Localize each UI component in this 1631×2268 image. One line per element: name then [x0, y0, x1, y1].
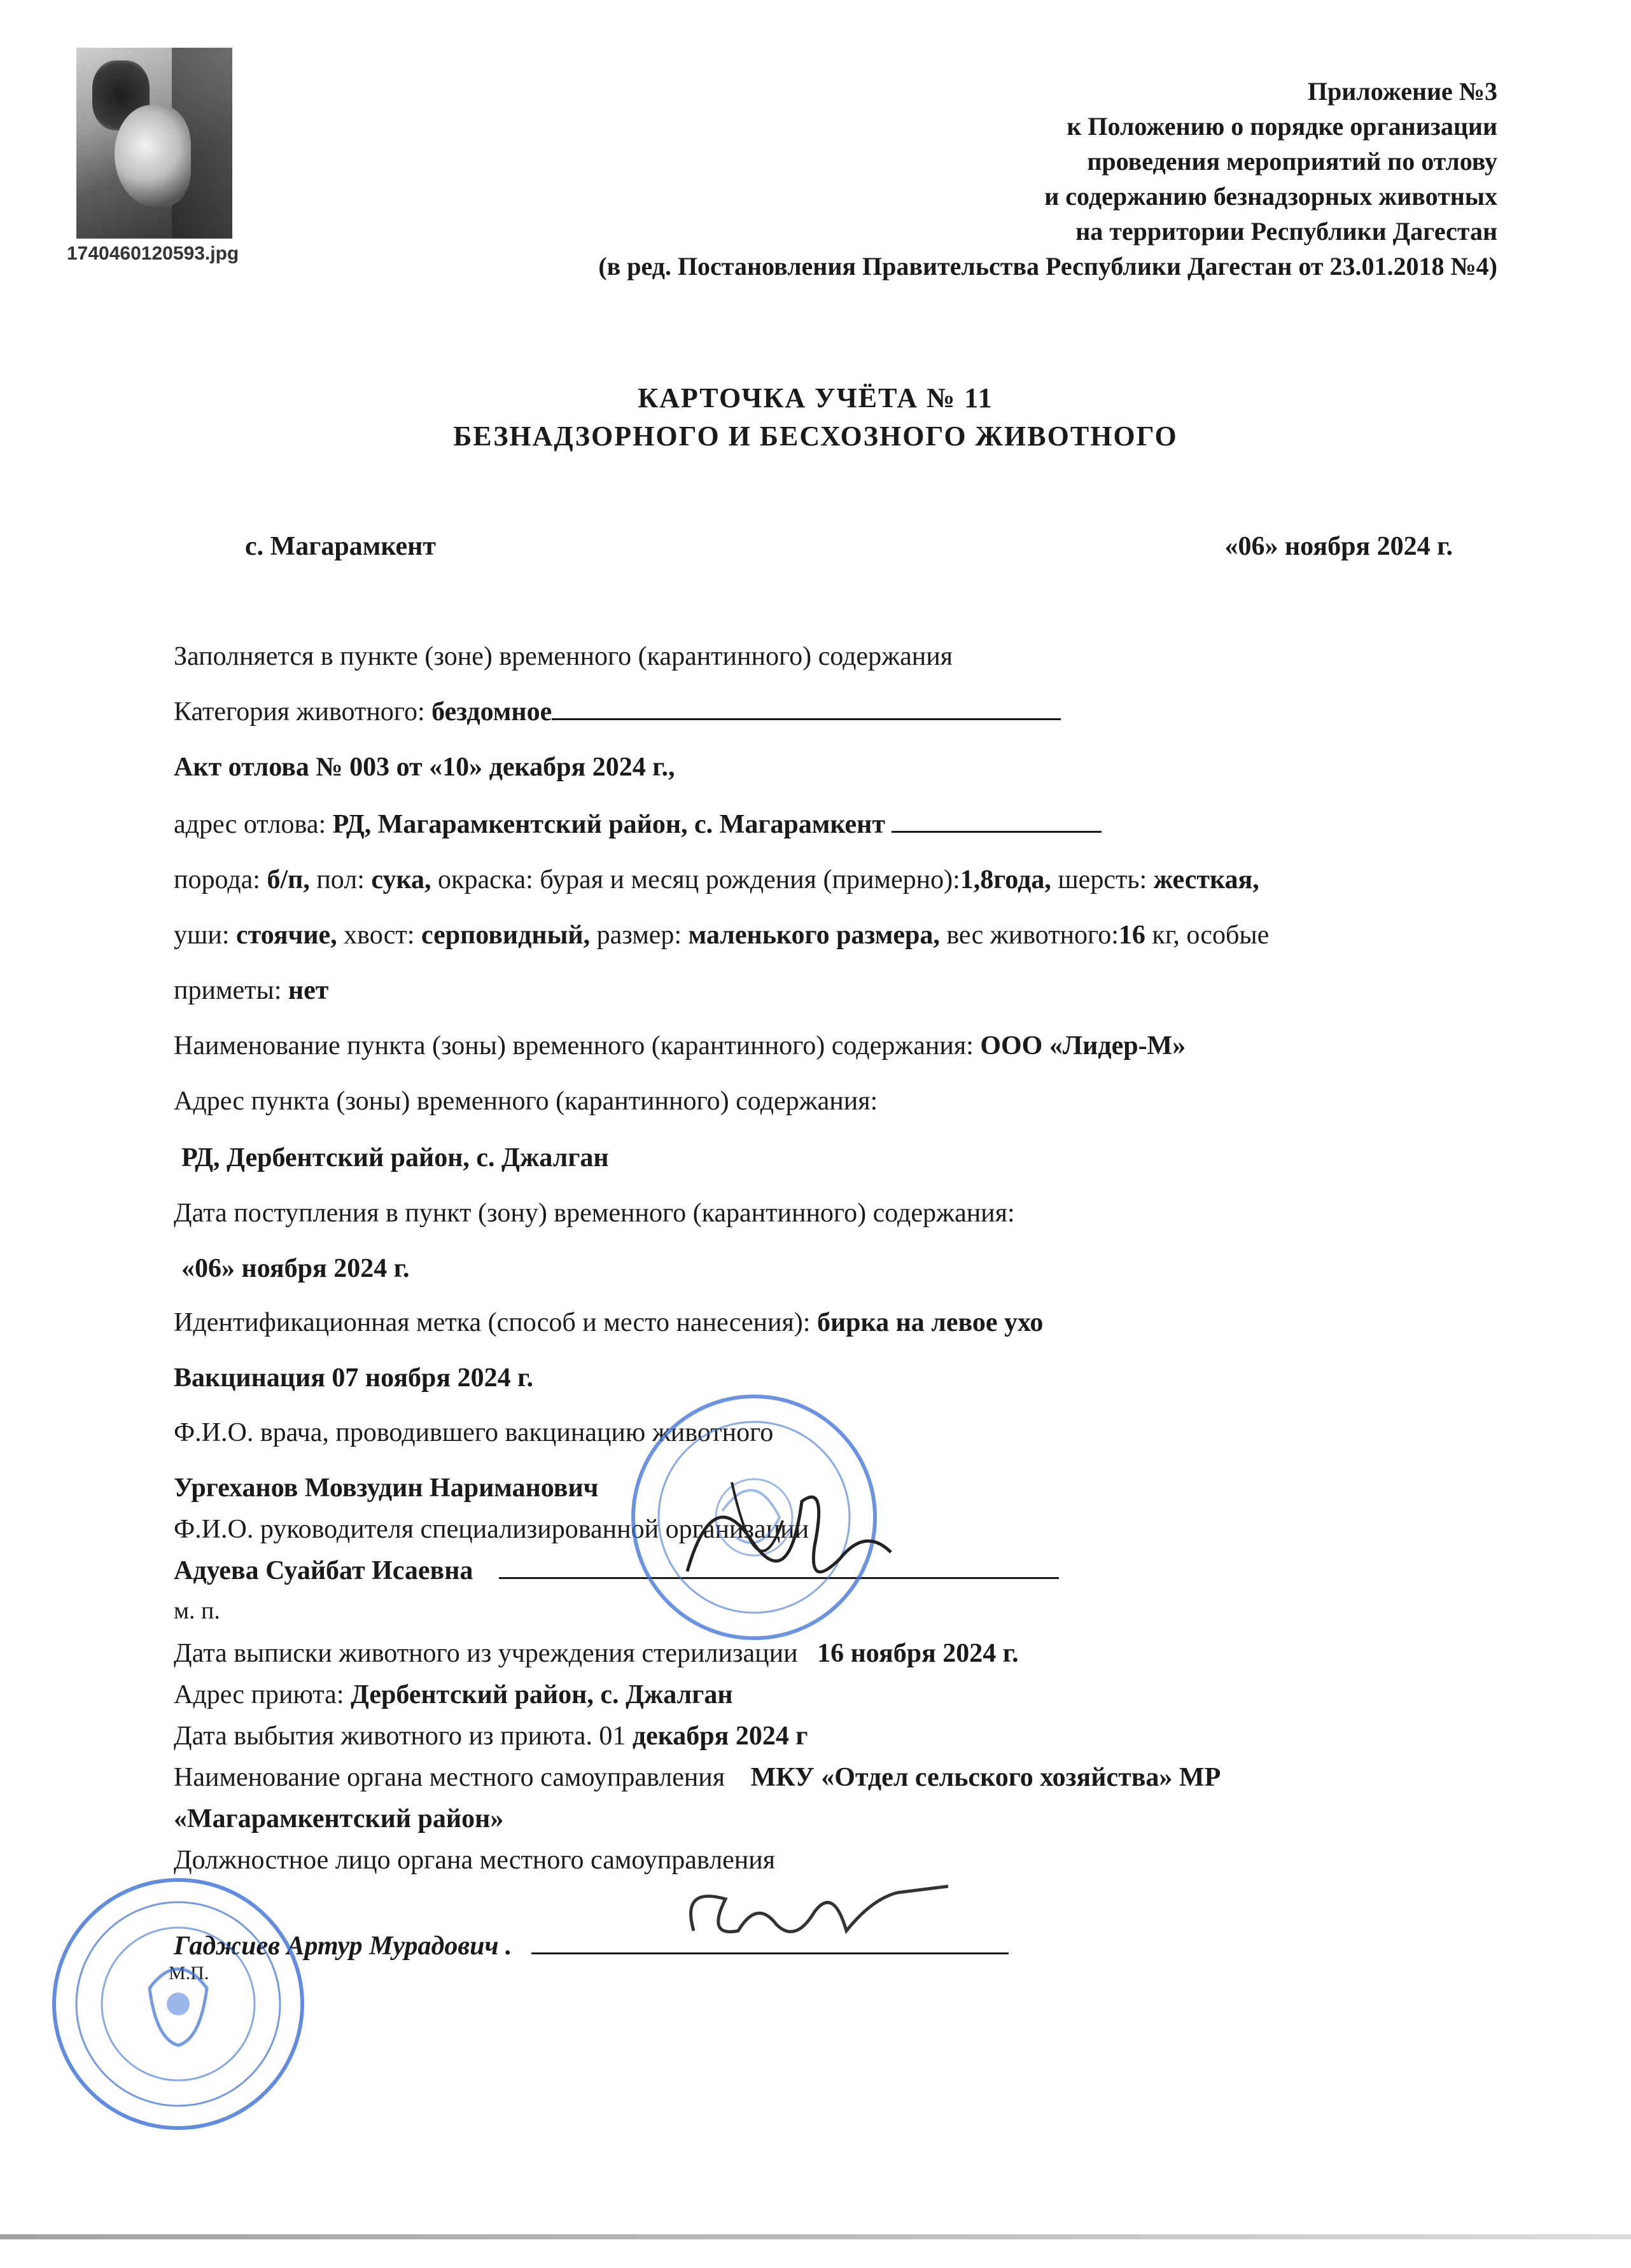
sex-value: сука, — [371, 865, 431, 894]
appendix-line-5: на территории Республики Дагестан — [1075, 217, 1497, 246]
authority-row — [174, 1762, 1221, 1793]
id-tag-row — [174, 1307, 1043, 1338]
tail-value: серповидный, — [421, 921, 591, 950]
facility-name-label: Наименование пункта (зоны) временного (карантинного) содержания: — [174, 1031, 974, 1061]
capture-address-value: РД, Магарамкентский район, с. Магарамкент — [332, 810, 885, 839]
coat-value: жесткая, — [1153, 865, 1259, 894]
discharge-value: 16 ноября 2024 г. — [817, 1639, 1019, 1668]
official-signature — [668, 1861, 955, 1963]
breed-label: порода: — [174, 865, 260, 894]
official-name: Гаджиев Артур Мурадович . — [174, 1931, 512, 1961]
official-label: Должностное лицо органа местного самоуправления — [174, 1846, 776, 1875]
facility-address-label: Адрес пункта (зоны) временного (карантинного) содержания: — [174, 1087, 878, 1116]
size-value: маленького размера, — [688, 921, 940, 950]
card-title: КАРТОЧКА УЧЁТА № 11 — [638, 382, 993, 414]
marks-label: приметы: — [174, 976, 282, 1005]
appendix-line-3: проведения мероприятий по отлову — [1087, 147, 1497, 176]
coat-label: шерсть: — [1058, 865, 1147, 894]
appendix-line-6: (в ред. Постановления Правительства Республики Дагестан от 23.01.2018 №4) — [598, 252, 1497, 281]
age-value: 1,8года, — [960, 865, 1051, 894]
tail-label: хвост: — [344, 921, 415, 950]
head-label: Ф.И.О. руководителя специализированной организации — [174, 1515, 809, 1544]
marks-row — [174, 975, 328, 1006]
departure-label: Дата выбытия животного из приюта. — [174, 1722, 592, 1751]
category-row — [174, 697, 1061, 727]
departure-row — [174, 1721, 808, 1751]
photo-caption: 1740460120593.jpg — [67, 243, 239, 264]
appendix-number: Приложение №3 — [1307, 77, 1497, 106]
marks-value: нет — [288, 976, 329, 1005]
ears-row — [174, 920, 1269, 950]
color-label: окраска: бурая и месяц рождения (примерно): — [438, 865, 960, 894]
weight-value: 16 — [1118, 921, 1145, 950]
stamp-place-1: м. п. — [174, 1597, 220, 1624]
appendix-line-2: к Положению о порядке организации — [1067, 112, 1497, 141]
ears-value: стоячие, — [236, 921, 337, 950]
discharge-row — [174, 1638, 1019, 1669]
head-name: Адуева Суайбат Исаевна — [174, 1556, 473, 1585]
vaccination: Вакцинация 07 ноября 2024 г. — [174, 1363, 533, 1393]
discharge-label: Дата выписки животного из учреждения стерилизации — [174, 1639, 798, 1668]
stamp-place-2: М.П. — [169, 1963, 209, 1984]
departure-day: 01 — [599, 1722, 626, 1751]
authority-value: МКУ «Отдел сельского хозяйства» МР — [750, 1763, 1221, 1792]
shelter-value: Дербентский район, с. Джалган — [350, 1680, 733, 1709]
card-date: «06» ноября 2024 г. — [1224, 532, 1453, 561]
place: с. Магарамкент — [245, 532, 436, 561]
head-row — [174, 1555, 1059, 1586]
capture-address-row — [174, 809, 1102, 840]
capture-act: Акт отлова № 003 от «10» декабря 2024 г., — [174, 753, 675, 782]
shelter-row — [174, 1680, 733, 1710]
municipal-stamp — [48, 1874, 309, 2134]
filled-in-note: Заполняется в пункте (зоне) временного (карантинного) содержания — [174, 642, 953, 671]
animal-photo — [76, 48, 232, 239]
id-tag-value: бирка на левое ухо — [816, 1308, 1044, 1337]
capture-address-label: адрес отлова: — [174, 810, 326, 839]
card-subtitle: БЕЗНАДЗОРНОГО И БЕСХОЗНОГО ЖИВОТНОГО — [453, 421, 1178, 452]
vet-label: Ф.И.О. врача, проводившего вакцинацию животного — [174, 1418, 774, 1447]
vet-signature — [675, 1444, 916, 1610]
sex-label: пол: — [316, 865, 365, 894]
vet-name: Ургеханов Мовзудин Нариманович — [174, 1473, 599, 1503]
weight-unit: кг, особые — [1152, 921, 1270, 950]
authority-value-cont: «Магарамкентский район» — [174, 1804, 504, 1833]
weight-label: вес животного: — [946, 921, 1119, 950]
facility-address-value: РД, Дербентский район, с. Джалган — [181, 1143, 609, 1172]
appendix-line-4: и содержанию безнадзорных животных — [1044, 182, 1497, 211]
scan-edge — [0, 2234, 1631, 2239]
id-tag-label: Идентификационная метка (способ и место нанесения): — [174, 1308, 811, 1337]
arrival-value: «06» ноября 2024 г. — [181, 1254, 410, 1283]
facility-name-value: ООО «Лидер-М» — [980, 1031, 1186, 1061]
breed-row — [174, 865, 1259, 895]
category-underline — [552, 718, 1061, 720]
ears-label: уши: — [174, 921, 230, 950]
size-label: размер: — [596, 921, 682, 950]
authority-label: Наименование органа местного самоуправления — [174, 1763, 725, 1792]
arrival-label: Дата поступления в пункт (зону) временного (карантинного) содержания: — [174, 1199, 1015, 1228]
category-value: бездомное — [431, 697, 552, 727]
departure-value: декабря 2024 г — [632, 1722, 808, 1751]
breed-value: б/п, — [267, 865, 310, 894]
category-label: Категория животного: — [174, 697, 425, 727]
capture-address-underline — [892, 831, 1102, 833]
facility-name-row — [174, 1031, 1186, 1061]
shelter-label: Адрес приюта: — [174, 1680, 344, 1709]
